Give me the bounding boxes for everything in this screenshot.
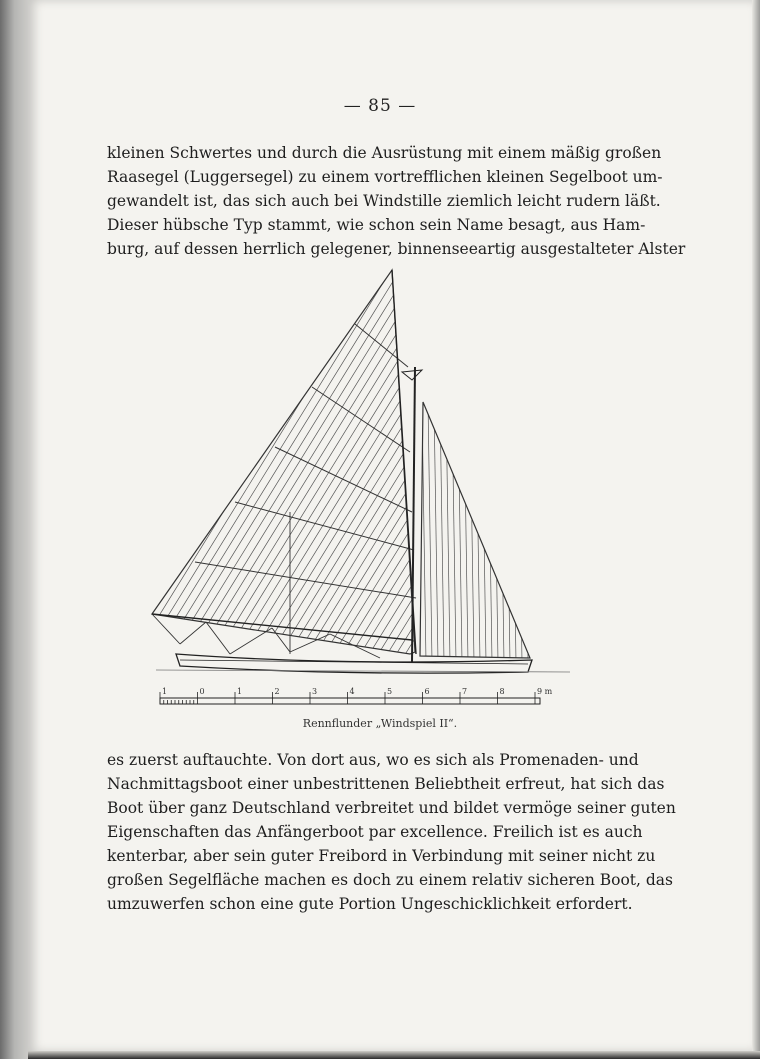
figure-caption: Rennflunder „Windspiel II“. [302, 717, 458, 730]
scale-label: 8 [499, 687, 505, 696]
page-number: — 85 — [343, 96, 417, 116]
page-bottom-edge [28, 1051, 760, 1059]
text-line: burg, auf dessen herrlich gelegener, binnenseeartig ausgestalteter Alster [107, 240, 686, 258]
pennant-icon [402, 370, 422, 380]
text-line: kenterbar, aber sein guter Freibord in Verbindung mit seiner nicht zu [107, 847, 656, 865]
page-right-edge [752, 0, 760, 1059]
scale-label: 3 [312, 687, 318, 696]
scale-label: 1 [237, 687, 243, 696]
scale-label: 2 [274, 687, 280, 696]
paragraph-bottom [107, 748, 676, 916]
scale-label: 1 [162, 687, 168, 696]
scale-label: 7 [462, 687, 468, 696]
text-line: umzuwerfen schon eine gute Portion Ungeschicklichkeit erfordert. [107, 895, 633, 913]
scale-label: 4 [349, 687, 355, 696]
scale-label: 5 [387, 687, 393, 696]
text-line: Eigenschaften das Anfängerboot par excellence. Freilich ist es auch [107, 823, 643, 841]
text-line: Raasegel (Luggersegel) zu einem vortrefflichen kleinen Segelboot um- [107, 168, 663, 186]
paragraph-top [107, 141, 686, 261]
text-line: gewandelt ist, das sich auch bei Windstille ziemlich leicht rudern läßt. [107, 192, 661, 210]
scale-label: 0 [199, 687, 205, 696]
scale-label: 9 m [537, 687, 553, 696]
text-line: großen Segelfläche machen es doch zu einem relativ sicheren Boot, das [107, 871, 673, 889]
boom [152, 614, 412, 640]
mainsail-outline [152, 270, 415, 654]
text-line: Dieser hübsche Typ stammt, wie schon sein Name besagt, aus Ham- [107, 216, 646, 234]
jib-hatching [410, 402, 540, 662]
sailboat-illustration [140, 262, 580, 712]
text-line: Boot über ganz Deutschland verbreitet und bildet vermöge seiner guten [107, 799, 676, 817]
sail-seams [195, 324, 416, 598]
rigging [152, 512, 380, 658]
text-line: kleinen Schwertes und durch die Ausrüstung mit einem mäßig großen [107, 144, 662, 162]
scale-label: 6 [424, 687, 430, 696]
scale-bar [160, 687, 553, 704]
text-line: Nachmittagsboot einer unbestrittenen Beliebtheit erfreut, hat sich das [107, 775, 665, 793]
jib-outline [420, 402, 530, 658]
text-line: es zuerst auftauchte. Von dort aus, wo es sich als Promenaden- und [107, 751, 639, 769]
